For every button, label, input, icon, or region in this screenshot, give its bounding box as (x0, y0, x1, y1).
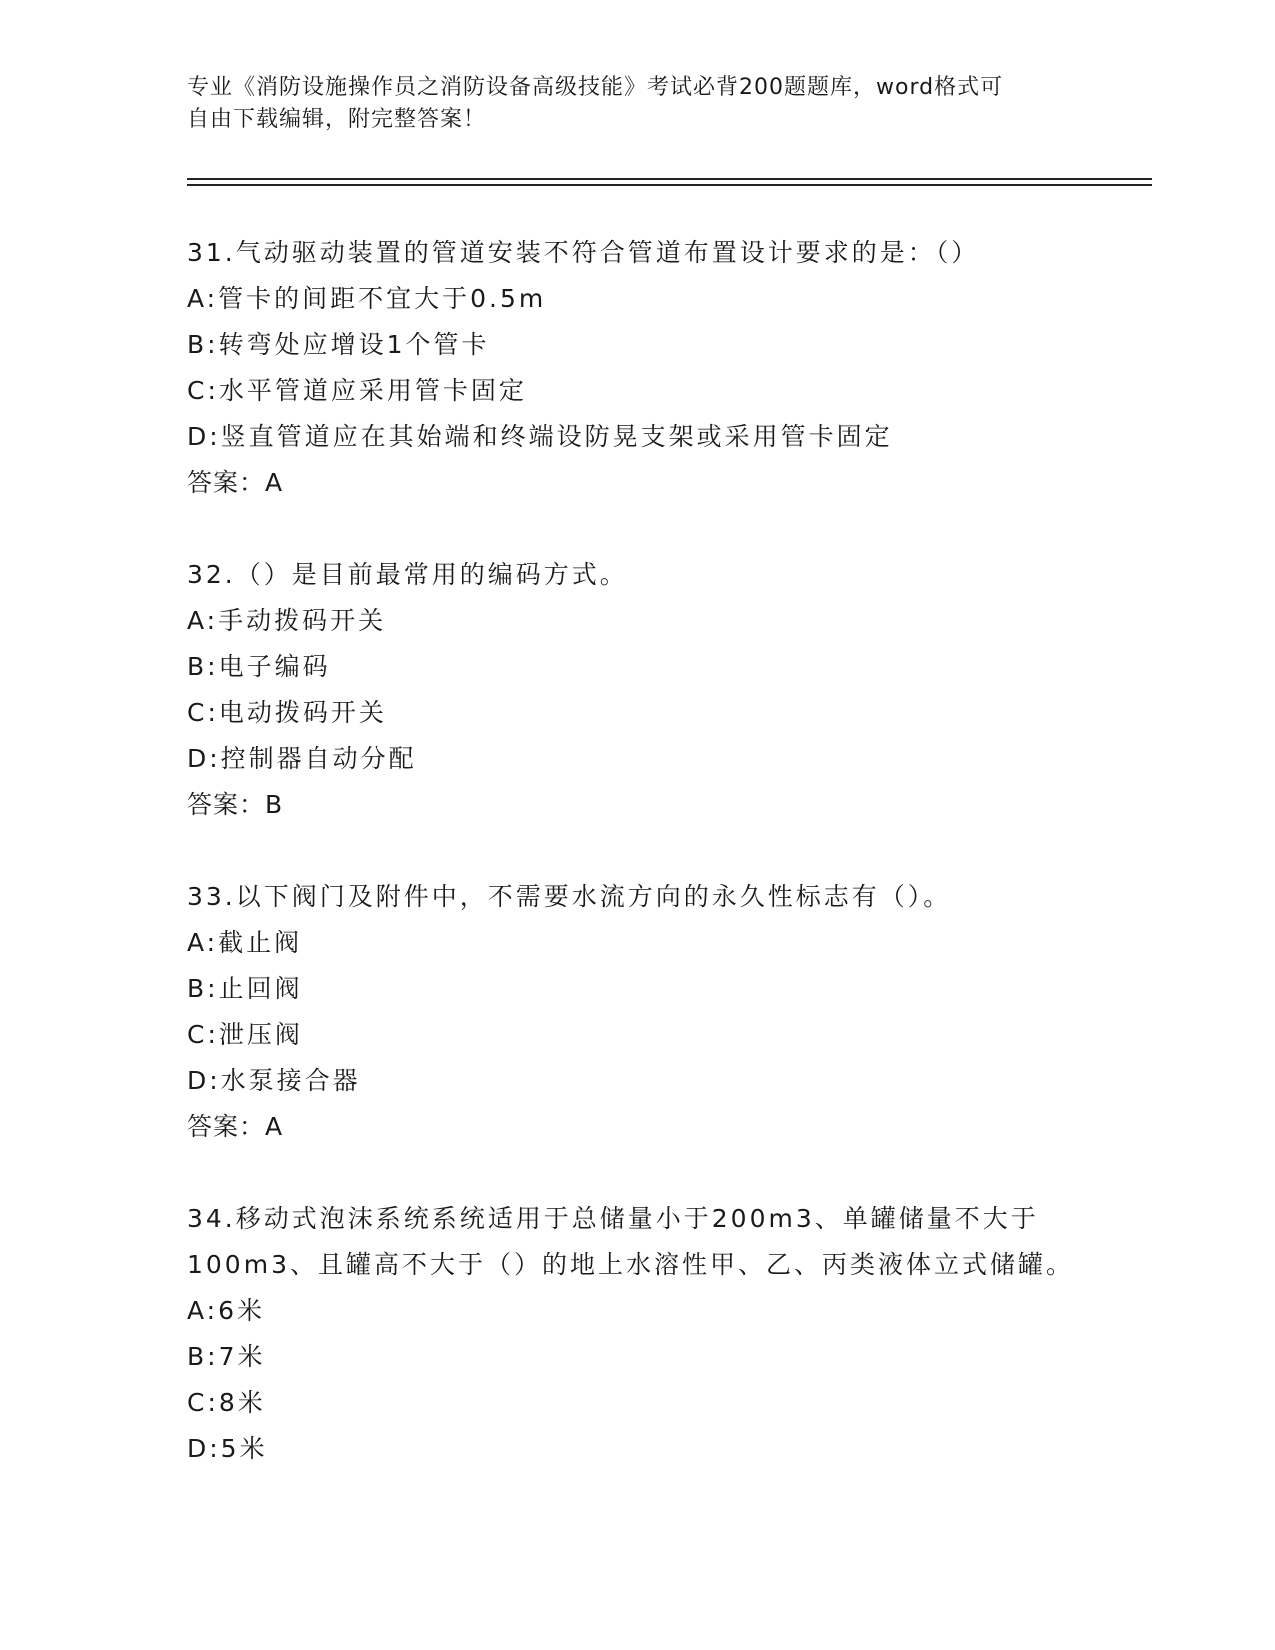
option-a: A:手动拨码开关 (187, 606, 387, 635)
question-33 (187, 874, 1127, 1150)
option-d: D:5米 (187, 1434, 268, 1463)
question-32 (187, 552, 1127, 828)
question-stem-line-1: 34.移动式泡沫系统系统适用于总储量小于200m3、单罐储量不大于 (187, 1204, 1039, 1233)
option-b: B:7米 (187, 1342, 266, 1371)
option-c: C:泄压阀 (187, 1020, 303, 1049)
answer-label: 答案：A (187, 468, 284, 497)
question-spacer (187, 1150, 1127, 1196)
option-d: D:竖直管道应在其始端和终端设防晃支架或采用管卡固定 (187, 422, 893, 451)
option-c: C:8米 (187, 1388, 266, 1417)
question-spacer (187, 506, 1127, 552)
question-list (187, 230, 1127, 1472)
header-divider-bottom (187, 184, 1152, 186)
header-line-1: 专业《消防设施操作员之消防设备高级技能》考试必背200题题库，word格式可 (187, 75, 1004, 100)
question-31 (187, 230, 1127, 506)
option-b: B:转弯处应增设1个管卡 (187, 330, 490, 359)
question-stem: 32.（）是目前最常用的编码方式。 (187, 560, 628, 589)
header-line-2: 自由下载编辑，附完整答案！ (187, 107, 487, 132)
question-stem: 33.以下阀门及附件中，不需要水流方向的永久性标志有（）。 (187, 882, 952, 911)
option-a: A:管卡的间距不宜大于0.5m (187, 284, 547, 313)
header-divider-top (187, 178, 1152, 180)
option-d: D:水泵接合器 (187, 1066, 361, 1095)
option-a: A:6米 (187, 1296, 265, 1325)
option-a: A:截止阀 (187, 928, 303, 957)
option-b: B:止回阀 (187, 974, 303, 1003)
question-spacer (187, 828, 1127, 874)
option-b: B:电子编码 (187, 652, 331, 681)
question-34 (187, 1196, 1127, 1472)
option-d: D:控制器自动分配 (187, 744, 417, 773)
option-c: C:电动拨码开关 (187, 698, 387, 727)
question-stem-line-2: 100m3、且罐高不大于（）的地上水溶性甲、乙、丙类液体立式储罐。 (187, 1250, 1074, 1279)
document-header (187, 72, 1067, 136)
answer-label: 答案：A (187, 1112, 284, 1141)
answer-label: 答案：B (187, 790, 284, 819)
question-stem: 31.气动驱动装置的管道安装不符合管道布置设计要求的是：（） (187, 238, 980, 267)
option-c: C:水平管道应采用管卡固定 (187, 376, 527, 405)
